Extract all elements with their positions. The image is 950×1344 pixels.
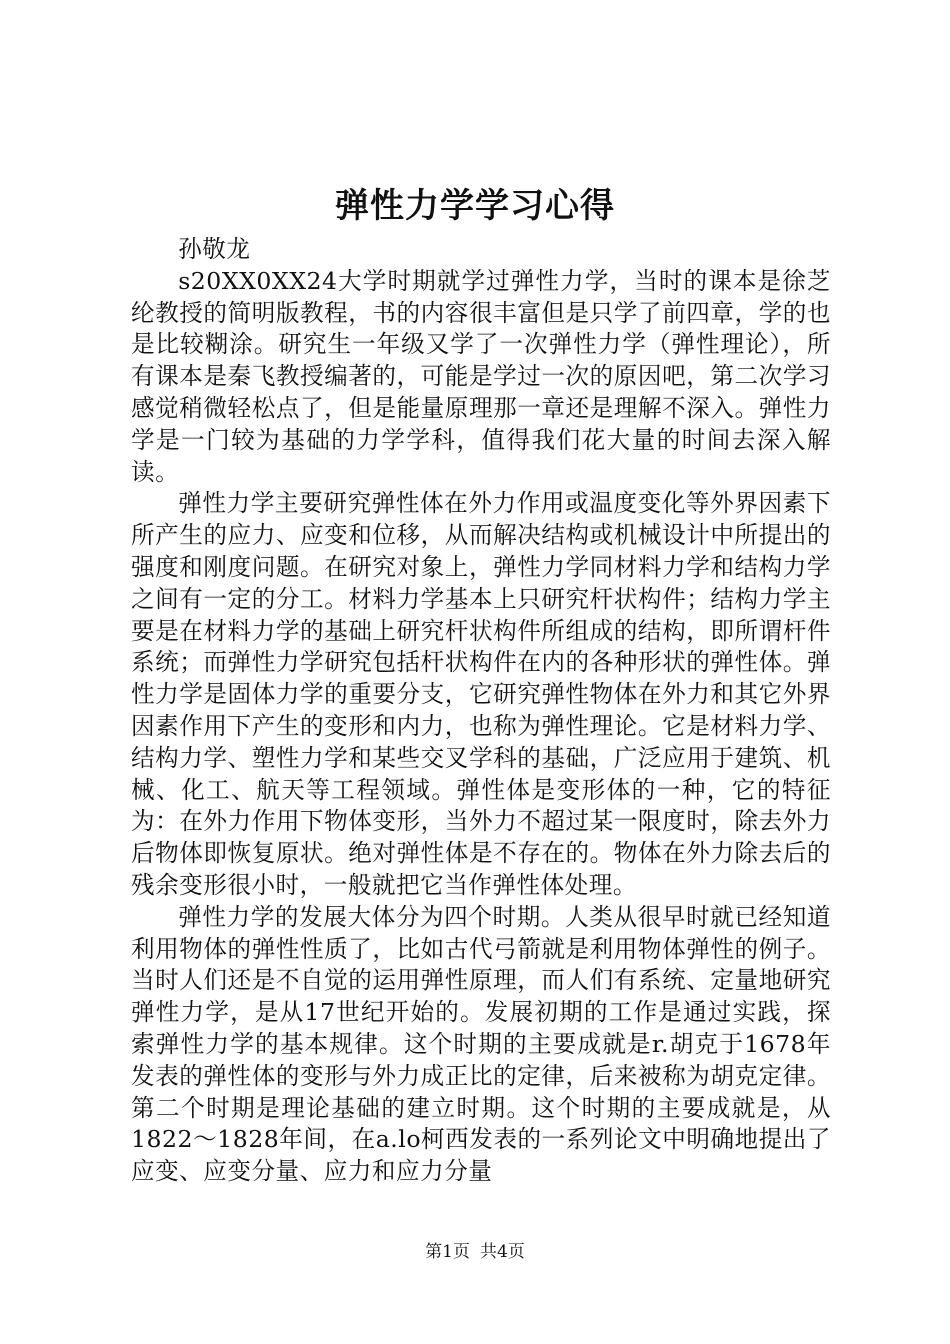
author-name: 孙敬龙 bbox=[178, 235, 251, 263]
page-footer bbox=[0, 1240, 950, 1264]
paragraph-2: 弹性力学主要研究弹性体在外力作用或温度变化等外界因素下所产生的应力、应变和位移，从而解决结构或机械设计中所提出的强度和刚度问题。在研究对象上，弹性力学同材料力学和结构力学之间有一定的分工。材料力学基本上只研究杆状构件；结构力学主要是在材料力学的基础上研究杆状构件所组成的结构，即所谓杆件系统；而弹性力学研究包括杆状构件在内的各种形状的弹性体。弹性力学是固体力学的重要分支，它研究弹性物体在外力和其它外界因素作用下产生的变形和内力，也称为弹性理论。它是材料力学、结构力学、塑性力学和某些交叉学科的基础，广泛应用于建筑、机械、化工、航天等工程领域。弹性体是变形体的一种，它的特征为：在外力作用下物体变形，当外力不超过某一限度时，除去外力后物体即恢复原状。绝对弹性体是不存在的。物体在外力除去后的残余变形很小时，一般就把它当作弹性体处理。 bbox=[131, 489, 831, 899]
page-total: 共4页 bbox=[480, 1242, 525, 1262]
page-number: 第1页 bbox=[425, 1242, 470, 1262]
document-title: 弹性力学学习心得 bbox=[335, 186, 615, 226]
document-body bbox=[131, 234, 831, 1188]
paragraph-3: 弹性力学的发展大体分为四个时期。人类从很早时就已经知道利用物体的弹性性质了，比如古代弓箭就是利用物体弹性的例子。当时人们还是不自觉的运用弹性原理，而人们有系统、定量地研究弹性力学，是从17世纪开始的。发展初期的工作是通过实践，探索弹性力学的基本规律。这个时期的主要成就是r.胡克于1678年发表的弹性体的变形与外力成正比的定律，后来被称为胡克定律。第二个时期是理论基础的建立时期。这个时期的主要成就是，从1822～1828年间，在a.lo柯西发表的一系列论文中明确地提出了应变、应变分量、应力和应力分量 bbox=[131, 902, 831, 1186]
paragraph-1: s20XX0XX24大学时期就学过弹性力学，当时的课本是徐芝纶教授的简明版教程，书的内容很丰富但是只学了前四章，学的也是比较糊涂。研究生一年级又学了一次弹性力学（弹性理论），所有课本是秦飞教授编著的，可能是学过一次的原因吧，第二次学习感觉稍微轻松点了，但是能量原理那一章还是理解不深入。弹性力学是一门较为基础的力学学科，值得我们花大量的时间去深入解读。 bbox=[131, 266, 831, 486]
